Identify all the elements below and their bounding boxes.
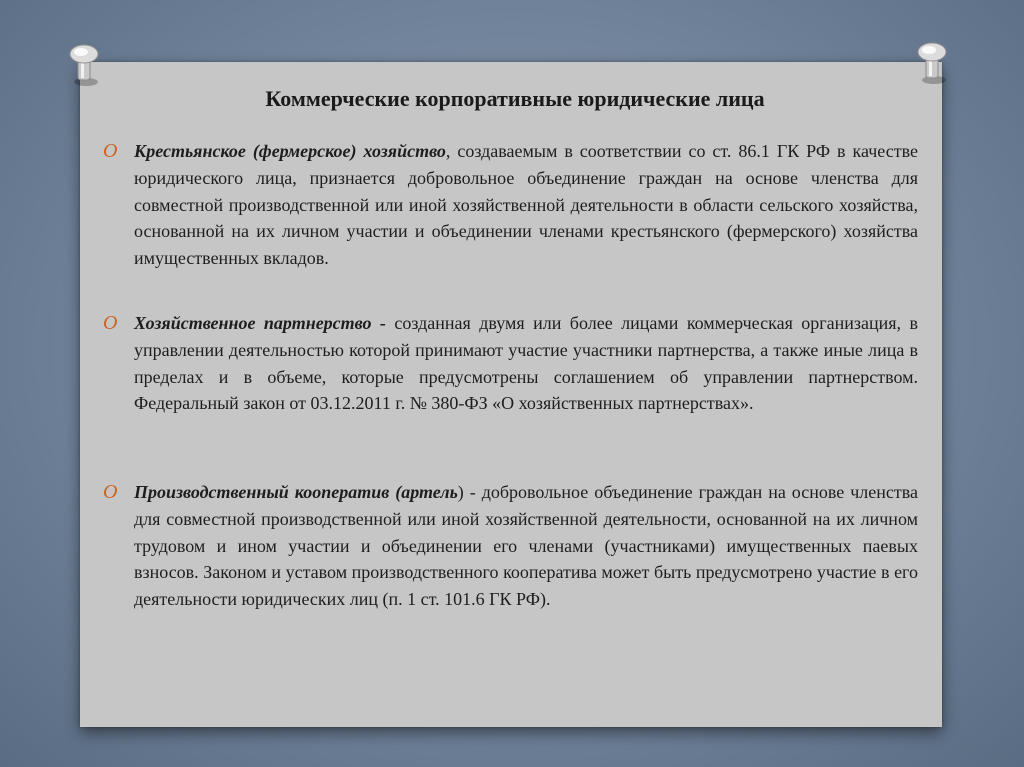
pushpin-icon bbox=[64, 40, 104, 88]
list-item bbox=[103, 479, 918, 613]
bullet-icon: O bbox=[103, 140, 118, 162]
item-term: Хозяйственное партнерство - bbox=[134, 313, 386, 333]
bullet-icon: O bbox=[103, 312, 118, 334]
item-term: Производственный кооператив (артель bbox=[134, 482, 458, 502]
item-description: ) - добровольное объединение граждан на основе членства для совместной производственной или иной хозяйственной деятельности, основанной на их личном трудовом и ином участии и объединении его членами (участниками) имущественных паевых взносов. Законом и уставом производственного кооператива может быть предусмотрено участие в его деятельности юридических лиц (п. 1 ст. 101.6 ГК РФ). bbox=[134, 482, 918, 610]
list-item bbox=[103, 310, 918, 417]
item-text bbox=[134, 138, 918, 272]
item-text bbox=[134, 479, 918, 613]
item-description: созданная двумя или более лицами коммерческая организация, в управлении деятельностью которой принимают участие участники партнерства, а также иные лица в пределах и в объеме, которые предусмотрены соглашением об управлении партнерством. Федеральный закон от 03.12.2011 г. № 380-ФЗ «О хозяйственных партнерствах». bbox=[134, 313, 918, 414]
item-term: Крестьянское (фермерское) хозяйство bbox=[134, 141, 446, 161]
list-item bbox=[103, 138, 918, 272]
pushpin-icon bbox=[912, 38, 952, 86]
bullet-icon: O bbox=[103, 481, 118, 503]
slide-title: Коммерческие корпоративные юридические лица bbox=[265, 86, 765, 111]
item-text bbox=[134, 310, 918, 417]
item-description: , создаваемым в соответствии со ст. 86.1 ГК РФ в качестве юридического лица, признается добровольное объединение граждан на основе членства для совместной производственной или иной хозяйственной деятельности в области сельского хозяйства, основанной на их личном участии и объединении членами крестьянского (фермерского) хозяйства имущественных вкладов. bbox=[134, 141, 918, 269]
